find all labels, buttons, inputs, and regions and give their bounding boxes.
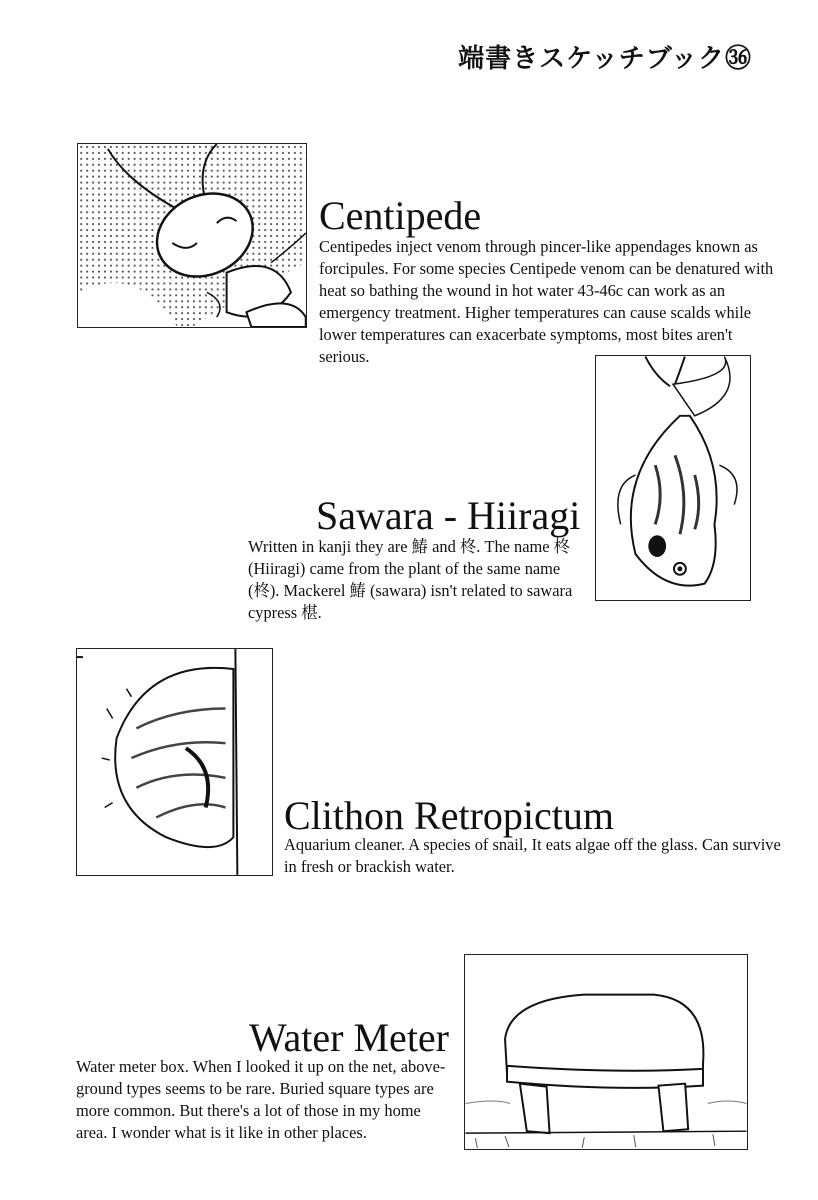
fish-illustration [595, 355, 751, 601]
entry-description: Centipedes inject venom through pincer-like appendages known as forcipules. For some species Centipede venom can be denatured with heat so bathing the wound in hot water 43-46c can work as an emergency treatment. Higher temperatures can cause scalds while lower temperatures can exacerbate symptoms, most bites aren't serious. [319, 237, 774, 366]
entry-title: Sawara - Hiiragi [316, 493, 581, 538]
entry-title: Clithon Retropictum [284, 793, 614, 838]
entry-title: Centipede [319, 193, 482, 238]
water-meter-illustration [464, 954, 748, 1150]
entry-description: Written in kanji they are 鰆 and 柊. The name 柊(Hiiragi) came from the plant of the same name (柊). Mackerel 鰆 (sawara) isn't related to sawara cypress 椹. [248, 537, 573, 622]
page-title: 端書きスケッチブック㊱ [458, 44, 752, 74]
snail-illustration [76, 648, 273, 876]
centipede-illustration [77, 143, 307, 328]
entry-description: Aquarium cleaner. A species of snail, It eats algae off the glass. Can survive in fresh or brackish water. [284, 835, 781, 876]
entry-title: Water Meter [249, 1015, 449, 1060]
entry-description: Water meter box. When I looked it up on the net, above-ground types seems to be rare. Buried square types are more common. But there's a lot of those in my home area. I wonder what is it like in other places. [76, 1057, 446, 1142]
